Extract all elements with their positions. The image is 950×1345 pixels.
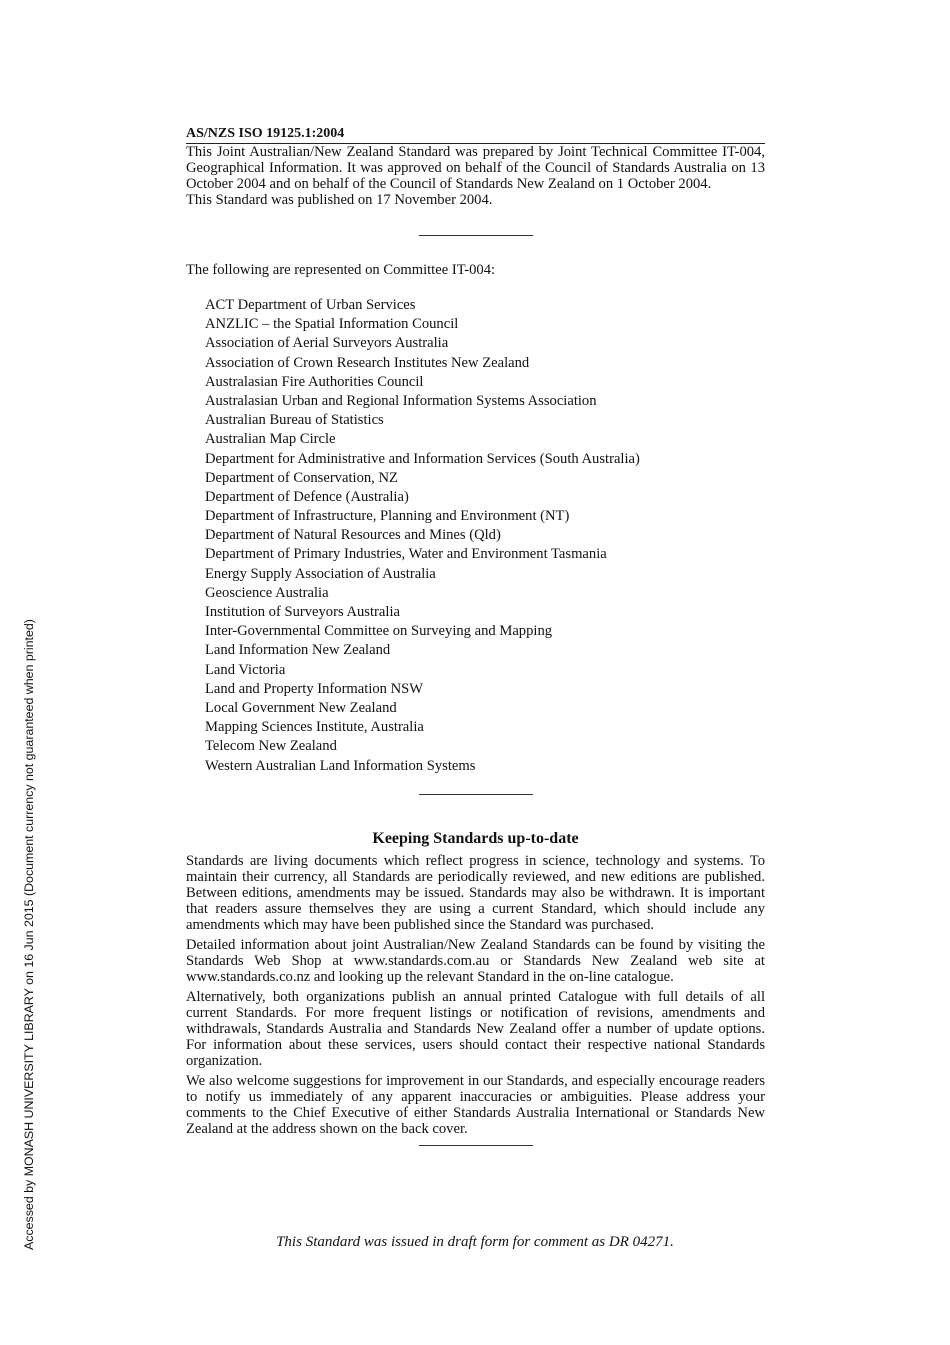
list-item: ACT Department of Urban Services xyxy=(205,297,416,313)
list-item: Land Victoria xyxy=(205,661,286,678)
list-item: Association of Crown Research Institutes New Zealand xyxy=(205,354,530,371)
list-item: Department of Infrastructure, Planning and Environment (NT) xyxy=(205,508,570,525)
list-item: Land Information New Zealand xyxy=(205,642,391,659)
committee-intro: The following are represented on Committee IT-004: xyxy=(186,262,496,278)
list-item: Australasian Urban and Regional Information Systems Association xyxy=(205,392,597,409)
list-item: Department of Conservation, NZ xyxy=(205,469,398,486)
committee-member-list xyxy=(186,296,765,776)
document-code: AS/NZS ISO 19125.1:2004 xyxy=(186,126,765,144)
body-paragraph: Standards are living documents which reflect progress in science, technology and systems. To maintain their currency, all Standards are periodically reviewed, and new editions are published. Between editions, amendments may be issued. Standards may also be withdrawn. It is important that readers assure themselves they are using a current Standard, which should include any amendments which may have been published since the Standard was purchased. xyxy=(186,852,765,933)
list-item: Department of Primary Industries, Water and Environment Tasmania xyxy=(205,546,607,563)
list-item: Local Government New Zealand xyxy=(205,699,397,716)
body-paragraph: Detailed information about joint Australian/New Zealand Standards can be found by visiting the Standards Web Shop at www.standards.com.au or Standards New Zealand web site at www.standards.co.nz and looking up the relevant Standard in the on-line catalogue. xyxy=(186,936,765,985)
list-item: ANZLIC – the Spatial Information Council xyxy=(205,316,459,333)
publication-date: This Standard was published on 17 November 2004. xyxy=(186,192,493,208)
keeping-standards-heading: Keeping Standards up-to-date xyxy=(372,829,579,847)
list-item: Australian Bureau of Statistics xyxy=(205,412,384,429)
list-item: Department for Administrative and Information Services (South Australia) xyxy=(205,450,640,467)
list-item: Energy Supply Association of Australia xyxy=(205,565,436,582)
section-divider xyxy=(419,794,533,795)
list-item: Institution of Surveyors Australia xyxy=(205,604,400,620)
list-item: Western Australian Land Information Systems xyxy=(205,757,476,774)
list-item: Geoscience Australia xyxy=(205,584,329,601)
section-divider xyxy=(419,235,533,236)
list-item: Association of Aerial Surveyors Australia xyxy=(205,335,449,352)
section-divider xyxy=(419,1145,533,1146)
list-item: Department of Defence (Australia) xyxy=(205,488,409,505)
document-page xyxy=(186,126,765,1146)
list-item: Australasian Fire Authorities Council xyxy=(205,373,424,390)
access-watermark: Accessed by MONASH UNIVERSITY LIBRARY on 16 Jun 2015 (Document currency not guaranteed when printed) xyxy=(22,619,36,1250)
list-item: Land and Property Information NSW xyxy=(205,680,424,697)
list-item: Department of Natural Resources and Mines (Qld) xyxy=(205,527,501,544)
draft-note: This Standard was issued in draft form for comment as DR 04271. xyxy=(276,1234,674,1250)
body-paragraph: Alternatively, both organizations publish an annual printed Catalogue with full details of all current Standards. For more frequent listings or notification of revisions, amendments and withdrawals, Standards Australia and Standards New Zealand offer a number of update options. For information about these services, users should contact their respective national Standards organization. xyxy=(186,988,765,1069)
list-item: Inter-Governmental Committee on Surveying and Mapping xyxy=(205,623,553,640)
list-item: Mapping Sciences Institute, Australia xyxy=(205,719,424,736)
list-item: Telecom New Zealand xyxy=(205,738,337,755)
approval-statement: This Joint Australian/New Zealand Standard was prepared by Joint Technical Committee IT-004, Geographical Information. It was approved on behalf of the Council of Standards Australia on 13 October 2004 and on behalf of the Council of Standards New Zealand on 1 October 2004. xyxy=(186,144,765,192)
body-paragraph: We also welcome suggestions for improvement in our Standards, and especially encourage readers to notify us immediately of any apparent inaccuracies or ambiguities. Please address your comments to the Chief Executive of either Standards Australia International or Standards New Zealand at the address shown on the back cover. xyxy=(186,1072,765,1137)
list-item: Australian Map Circle xyxy=(205,431,336,448)
